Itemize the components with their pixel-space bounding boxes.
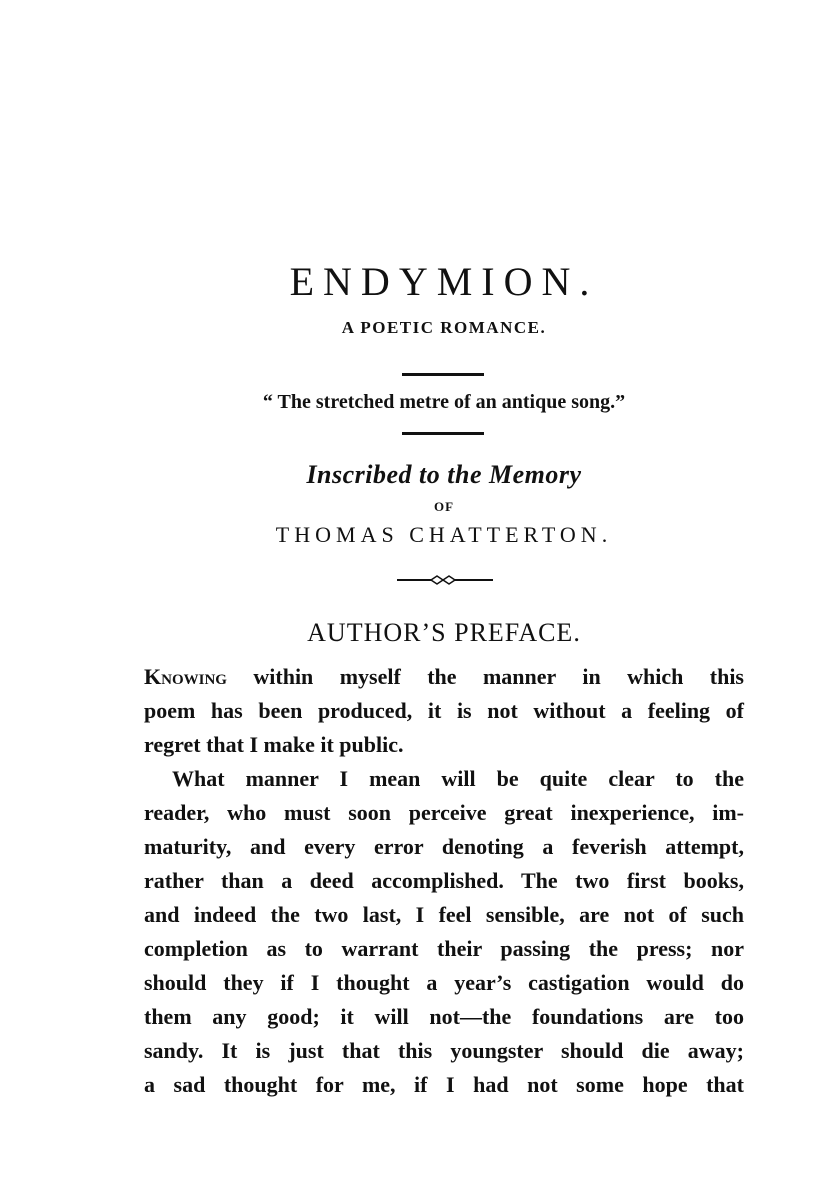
dedication-of: OF (433, 499, 455, 514)
paragraph-line: sandy. It is just that this youngster should die away; (144, 1038, 744, 1063)
paragraph-line (144, 660, 744, 694)
ornament-divider-icon (397, 572, 493, 588)
paragraph-line: rather than a deed accomplished. The two first books, (144, 868, 744, 893)
paragraph-line: completion as to warrant their passing the press; nor (144, 936, 744, 961)
paragraph-line: poem has been produced, it is not without a feeling of (144, 698, 744, 723)
paragraph-line: What manner I mean will be quite clear to the (172, 766, 744, 791)
dedication-line: Inscribed to the Memory (306, 460, 582, 489)
paragraph-line: and indeed the two last, I feel sensible, are not of such (144, 902, 744, 927)
preface-paragraph-2 (144, 762, 744, 1102)
dedicatee-name: THOMAS CHATTERTON. (275, 522, 613, 547)
book-subtitle: A POETIC ROMANCE. (341, 318, 547, 337)
paragraph-line: should they if I thought a year’s castigation would do (144, 970, 744, 995)
paragraph-line: them any good; it will not—the foundations are too (144, 1004, 744, 1029)
paragraph-line: regret that I make it public. (144, 732, 404, 757)
paragraph-lead-word: Knowing (144, 664, 227, 689)
paragraph-line-text: within myself the manner in which this (226, 664, 744, 689)
paragraph-line: maturity, and every error denoting a feverish attempt, (144, 834, 744, 859)
preface-paragraph-1 (144, 660, 744, 762)
divider-rule-top (402, 373, 484, 376)
paragraph-line: reader, who must soon perceive great inexperience, im- (144, 800, 744, 825)
preface-heading: AUTHOR’S PREFACE. (307, 618, 581, 647)
divider-rule-bottom (402, 432, 484, 435)
book-title: ENDYMION. (289, 259, 599, 304)
paragraph-line: a sad thought for me, if I had not some hope that (144, 1072, 744, 1097)
epigraph: “ The stretched metre of an antique song.” (262, 391, 626, 413)
